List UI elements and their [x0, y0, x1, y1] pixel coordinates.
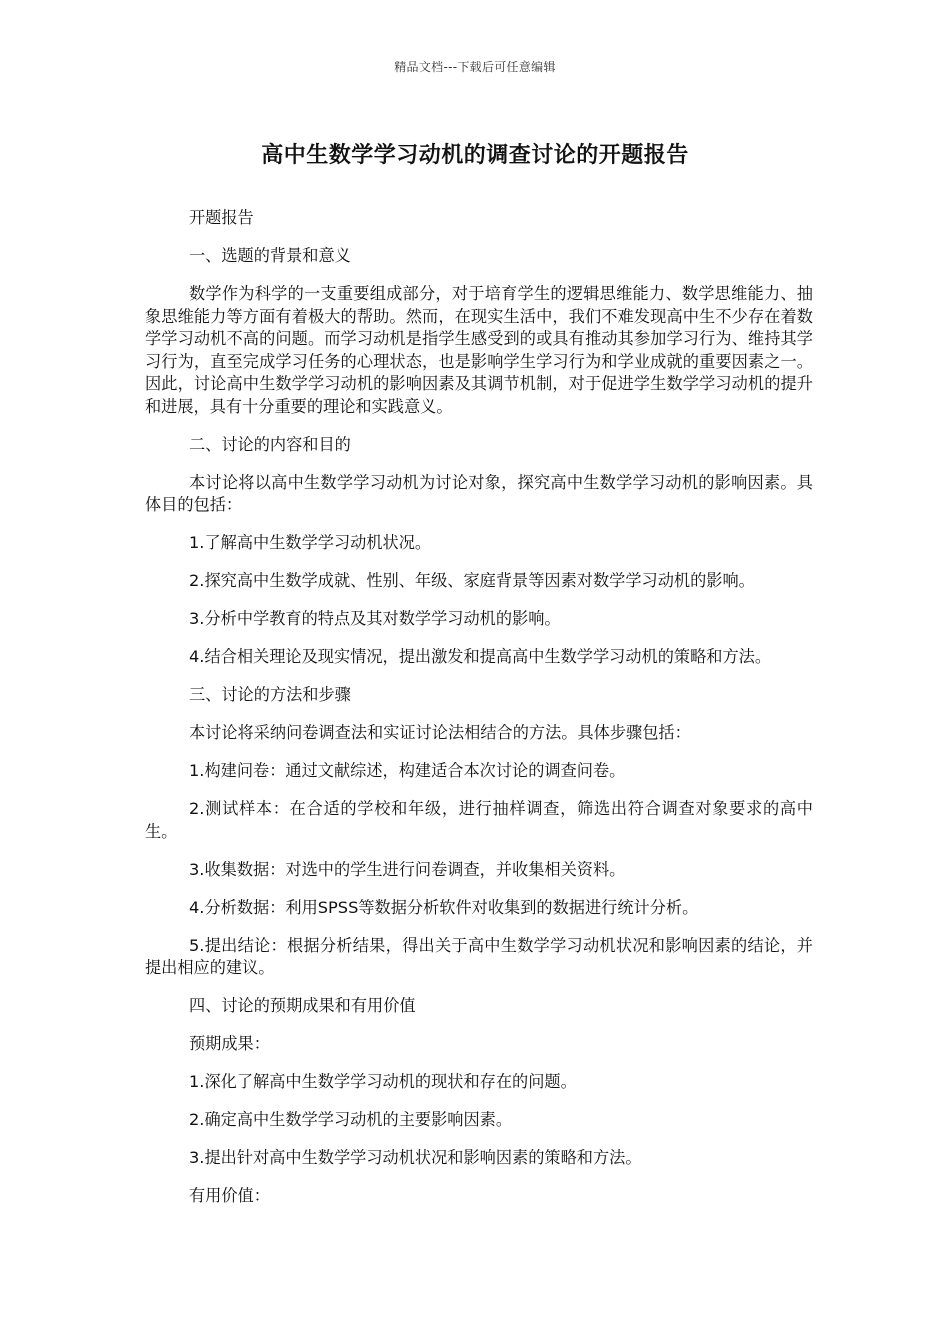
body-paragraph: 本讨论将采纳问卷调查法和实证讨论法相结合的方法。具体步骤包括： — [189, 723, 691, 742]
section-heading: 二、讨论的内容和目的 — [189, 434, 351, 454]
section-label: 开题报告 — [189, 208, 254, 227]
body-paragraph: 本讨论将以高中生数学学习动机为讨论对象，探究高中生数学学习动机的影响因素。具体目的包括： — [145, 472, 813, 514]
list-item: 1.深化了解高中生数学学习动机的现状和存在的问题。 — [189, 1072, 577, 1091]
list-item: 4.分析数据：利用SPSS等数据分析软件对收集到的数据进行统计分析。 — [189, 897, 699, 917]
header-note: 精品文档---下载后可任意编辑 — [394, 60, 556, 74]
section-heading: 一、选题的背景和意义 — [189, 246, 351, 265]
list-item: 1.构建问卷：通过文献综述，构建适合本次讨论的调查问卷。 — [189, 761, 626, 780]
section-heading: 三、讨论的方法和步骤 — [189, 685, 351, 704]
body-paragraph: 数学作为科学的一支重要组成部分，对于培育学生的逻辑思维能力、数学思维能力、抽象思维能力等方面有着极大的帮助。然而，在现实生活中，我们不难发现高中生不少存在着数学学习动机不高的问题。而学习动机是指学生感受到的或具有推动其参加学习行为、维持其学习行为，直至完成学习任务的心理状态，也是影响学生学习行为和学业成就的重要因素之一。因此，讨论高中生数学学习动机的影响因素及其调节机制，对于促进学生数学学习动机的提升和进展，具有十分重要的理论和实践意义。 — [145, 284, 813, 416]
list-item: 2.确定高中生数学学习动机的主要影响因素。 — [189, 1110, 513, 1129]
list-item: 3.提出针对高中生数学学习动机状况和影响因素的策略和方法。 — [189, 1148, 642, 1167]
document-body — [145, 207, 813, 1223]
subsection-label: 有用价值： — [189, 1186, 270, 1205]
list-item: 1.了解高中生数学学习动机状况。 — [189, 533, 432, 552]
list-item: 3.分析中学教育的特点及其对数学学习动机的影响。 — [189, 609, 561, 628]
list-item: 4.结合相关理论及现实情况，提出激发和提高高中生数学学习动机的策略和方法。 — [189, 647, 772, 666]
subsection-label: 预期成果： — [189, 1034, 270, 1053]
list-item: 5.提出结论：根据分析结果，得出关于高中生数学学习动机状况和影响因素的结论，并提出相应的建议。 — [145, 935, 813, 977]
list-item: 3.收集数据：对选中的学生进行问卷调查，并收集相关资料。 — [189, 859, 626, 879]
list-item: 2.探究高中生数学成就、性别、年级、家庭背景等因素对数学学习动机的影响。 — [189, 571, 755, 590]
list-item: 2.测试样本：在合适的学校和年级，进行抽样调查，筛选出符合调查对象要求的高中生。 — [145, 799, 813, 841]
document-title: 高中生数学学习动机的调查讨论的开题报告 — [261, 143, 689, 168]
section-heading: 四、讨论的预期成果和有用价值 — [189, 996, 416, 1015]
